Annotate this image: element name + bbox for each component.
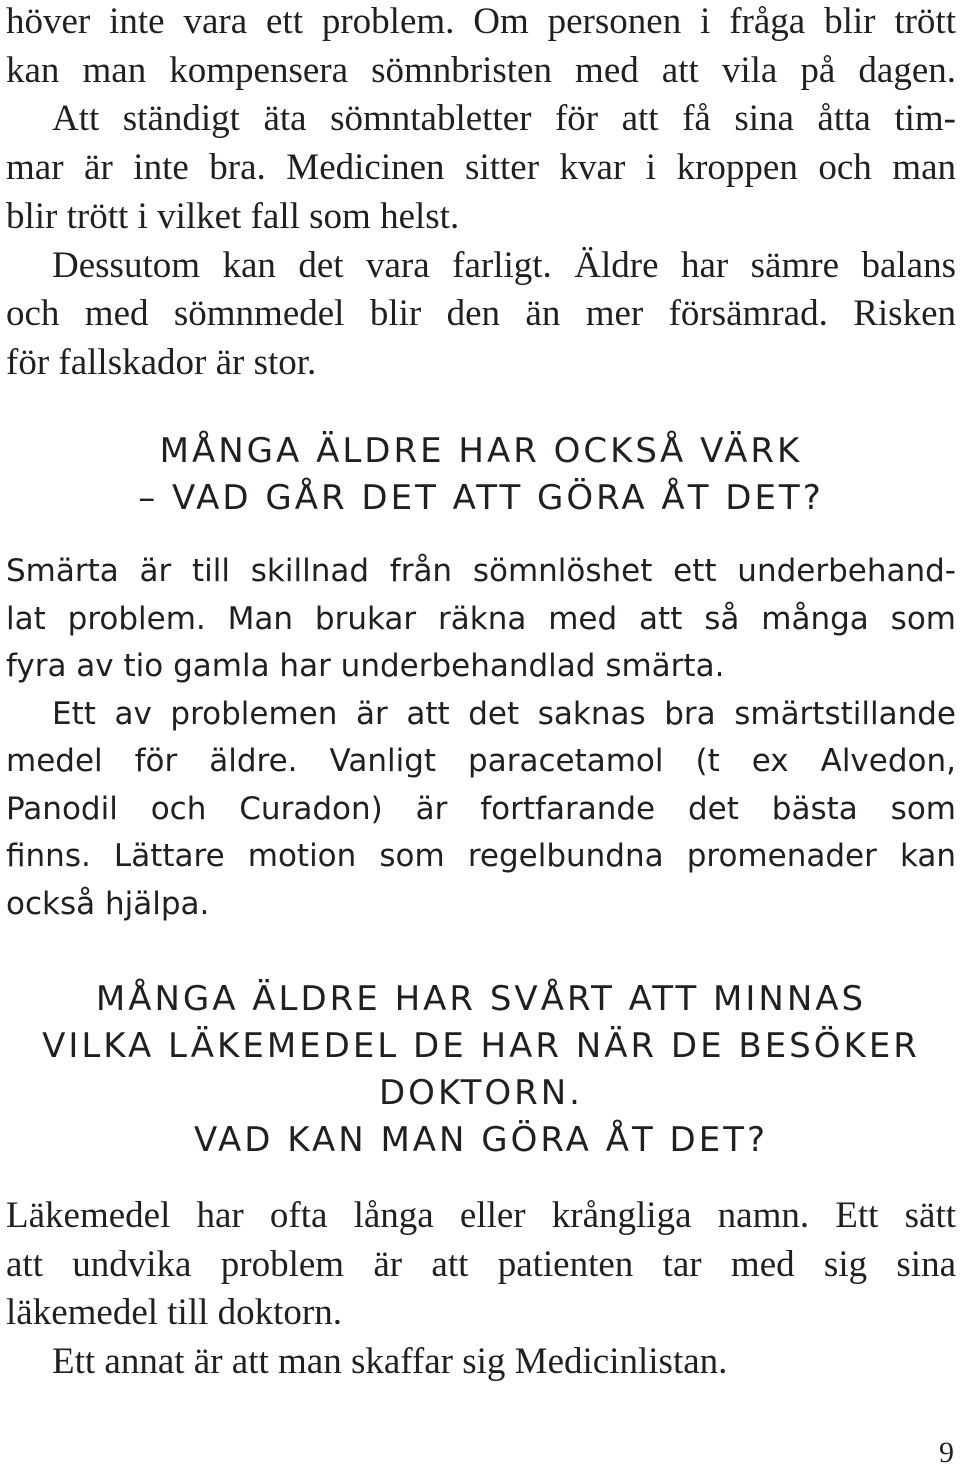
body-line: finns. Lättare motion som regelbundna promenader kan bbox=[6, 838, 956, 874]
body-line: lat problem. Man brukar räkna med att så många som bbox=[6, 600, 956, 637]
document-page bbox=[6, 0, 956, 1478]
body-line: Läkemedel har ofta långa eller krångliga namn. Ett sätt bbox=[6, 1195, 956, 1236]
body-line: höver inte vara ett problem. Om personen i fråga blir trött bbox=[6, 1, 956, 42]
heading-line: VILKA LÄKEMEDEL DE HAR NÄR DE BESÖKER bbox=[42, 1026, 920, 1066]
body-line: att undvika problem är att patienten tar med sig sina bbox=[6, 1243, 956, 1285]
body-line: Ett av problemen är att det saknas bra smärtstillande bbox=[52, 695, 956, 732]
body-line: blir trött i vilket fall som helst. bbox=[6, 195, 460, 237]
heading-line: VAD KAN MAN GÖRA ÅT DET? bbox=[193, 1120, 769, 1160]
body-line: läkemedel till doktorn. bbox=[6, 1292, 342, 1334]
body-line: Smärta är till skillnad från sömnlöshet ett underbehand- bbox=[6, 553, 956, 589]
body-line: kan man kompensera sömnbristen med att vila på dagen. bbox=[6, 49, 956, 91]
heading-line: MÅNGA ÄLDRE HAR OCKSÅ VÄRK bbox=[159, 431, 803, 471]
body-line: medel för äldre. Vanligt paracetamol (t ex Alvedon, bbox=[6, 743, 956, 779]
body-line: Panodil och Curadon) är fortfarande det bästa som bbox=[6, 790, 956, 827]
paragraph-sleep bbox=[6, 0, 956, 388]
body-line: för fallskador är stor. bbox=[6, 341, 317, 383]
heading-line: MÅNGA ÄLDRE HAR SVÅRT ATT MINNAS bbox=[95, 979, 867, 1019]
body-line: Dessutom kan det vara farligt. Äldre har sämre balans bbox=[52, 244, 956, 286]
section-heading-medicines bbox=[6, 976, 956, 1164]
body-line: och med sömnmedel blir den än mer försämrad. Risken bbox=[6, 293, 956, 335]
heading-line: – VAD GÅR DET ATT GÖRA ÅT DET? bbox=[138, 478, 824, 518]
page-number: 9 bbox=[939, 1436, 954, 1469]
heading-line: DOKTORN. bbox=[379, 1073, 583, 1113]
body-line: också hjälpa. bbox=[6, 885, 210, 922]
body-line: mar är inte bra. Medicinen sitter kvar i kroppen och man bbox=[6, 147, 956, 189]
body-line: Ett annat är att man skaffar sig Medicinlistan. bbox=[52, 1341, 728, 1383]
section-heading-pain bbox=[6, 428, 956, 522]
paragraph-medicines bbox=[6, 1192, 956, 1387]
body-line: fyra av tio gamla har underbehandlad smärta. bbox=[6, 648, 725, 684]
paragraph-pain bbox=[6, 548, 956, 928]
body-line: Att ständigt äta sömntabletter för att få sina åtta tim- bbox=[52, 98, 956, 140]
